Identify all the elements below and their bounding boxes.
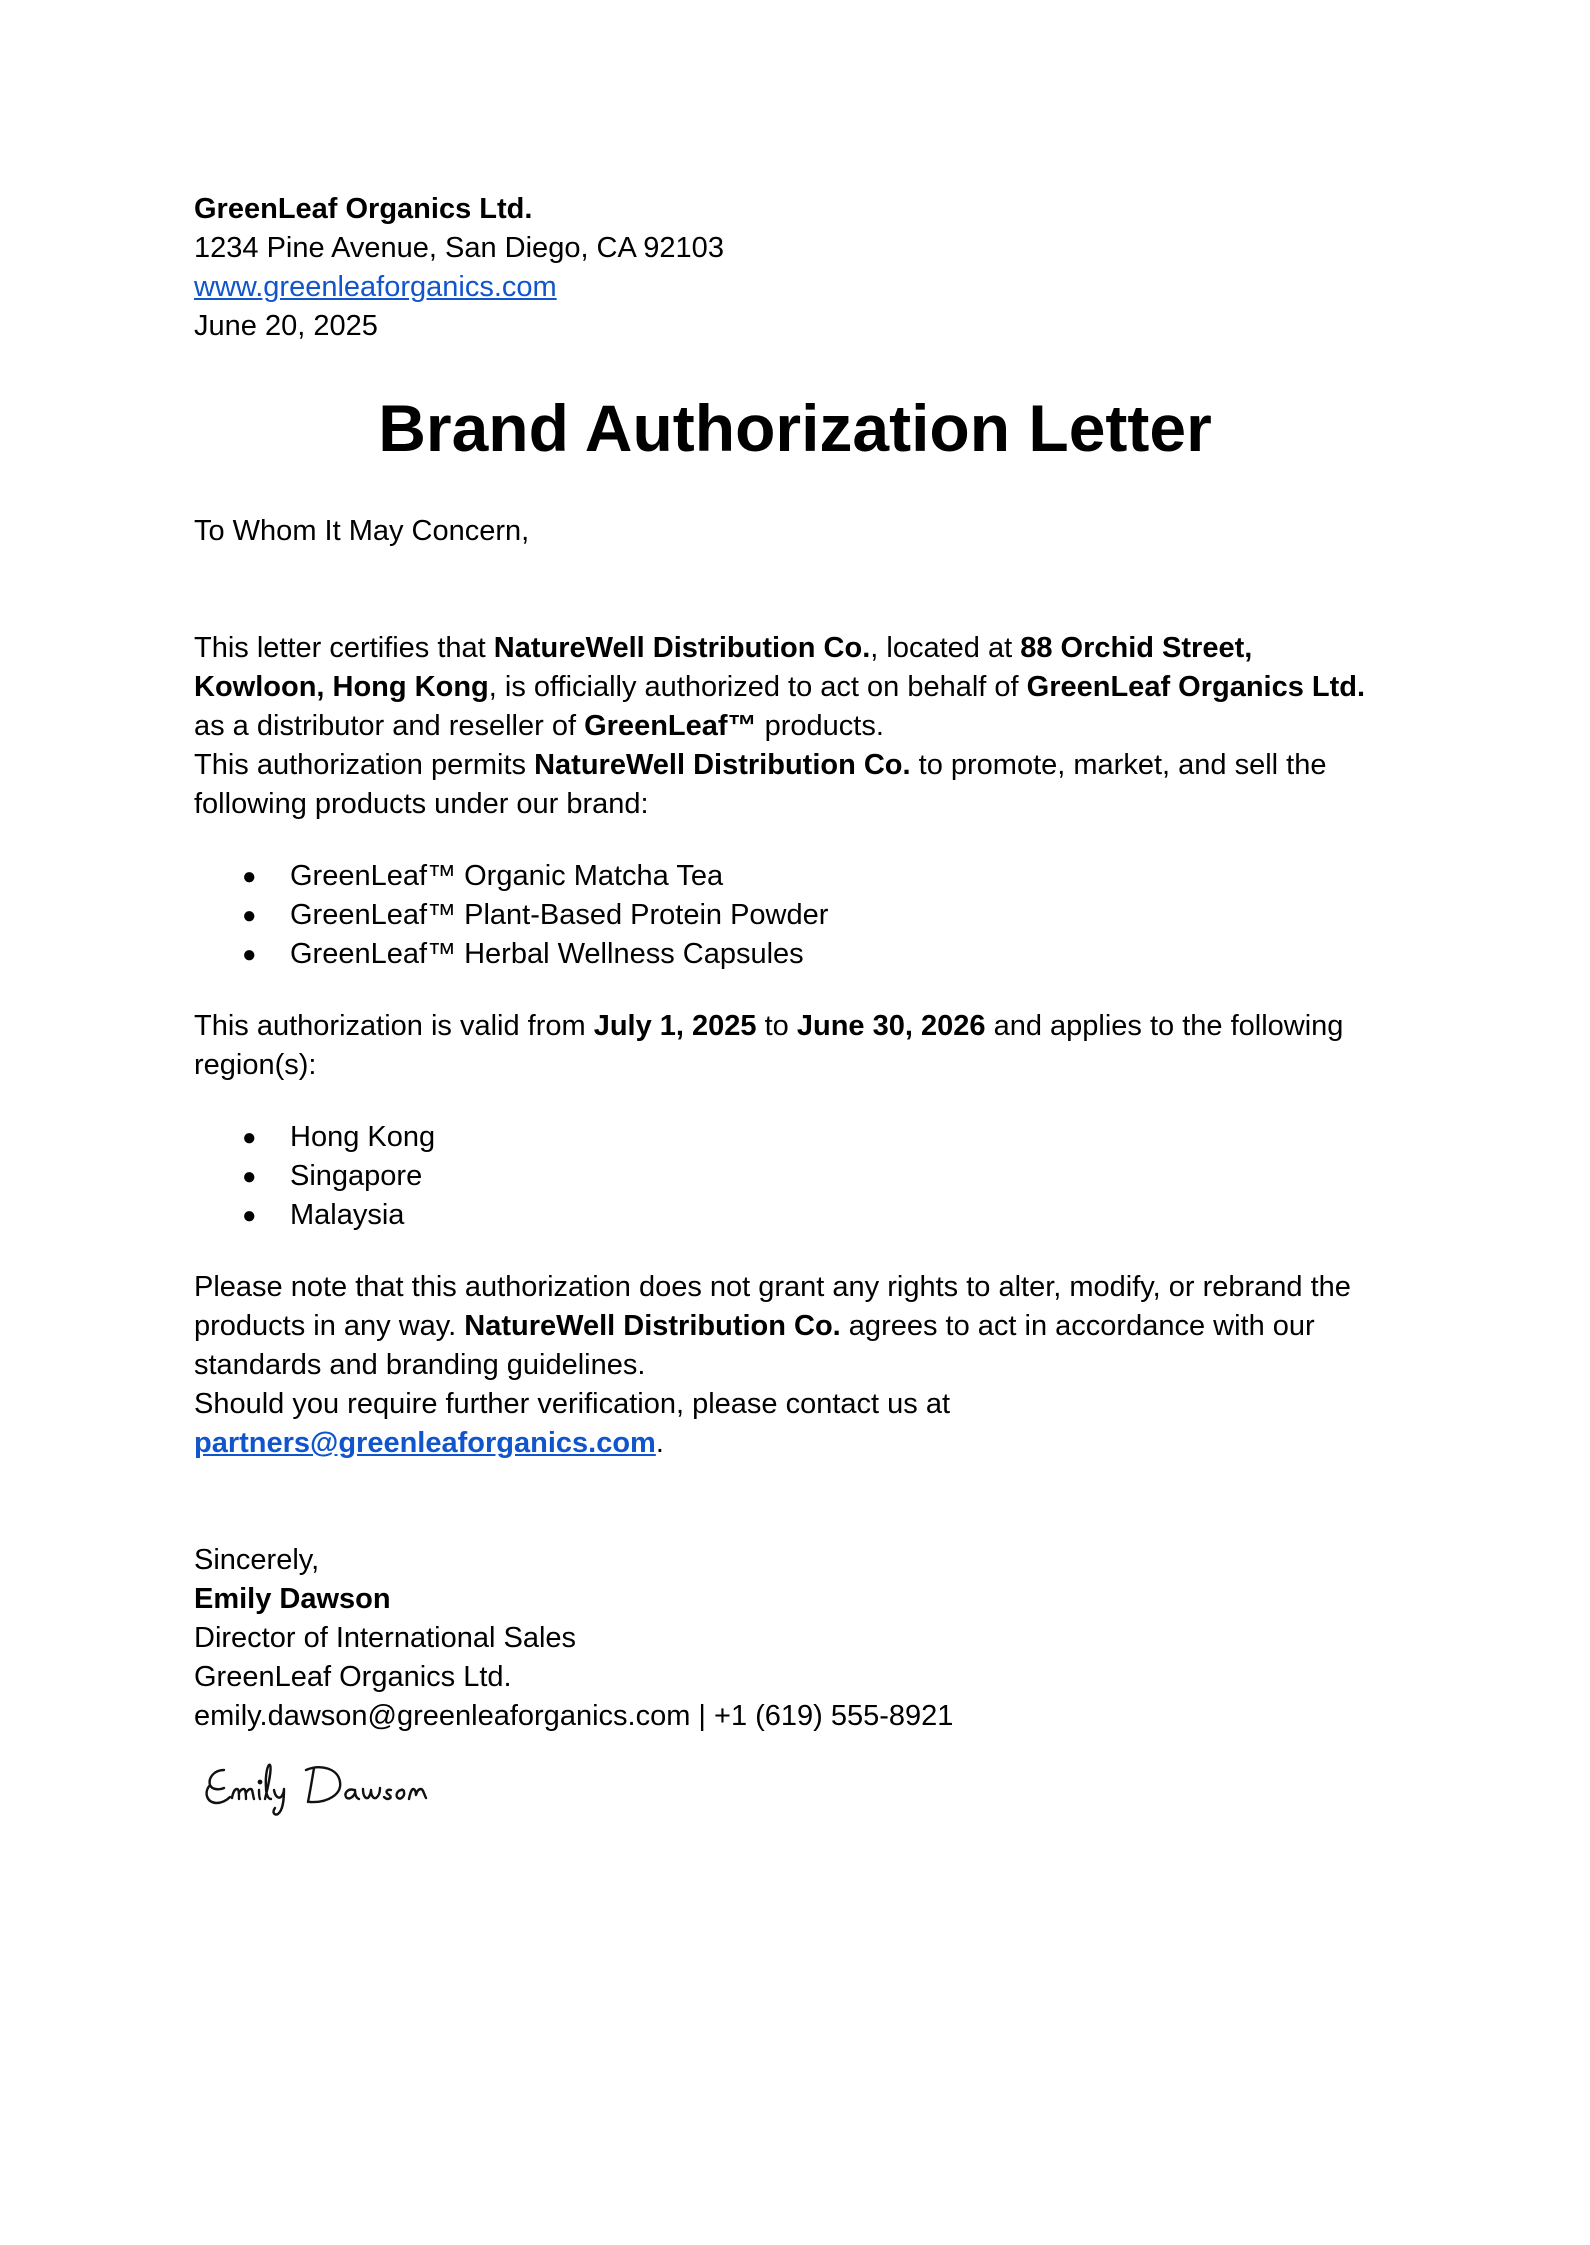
closing-sincerely: Sincerely,: [194, 1544, 320, 1576]
salutation: [194, 512, 1424, 551]
note-text-2: products in any way.: [194, 1310, 465, 1342]
distributor-street: 88 Orchid Street,: [1020, 632, 1253, 664]
bullet-icon: ●: [242, 941, 257, 968]
handwritten-signature: [202, 1752, 502, 1822]
p1-text-4: as a distributor and reseller of: [194, 710, 585, 742]
list-item: ● Singapore: [194, 1157, 1424, 1196]
p1-text-5: products.: [756, 710, 884, 742]
validity-text-2: to: [756, 1010, 797, 1042]
bullet-icon: ●: [242, 1202, 257, 1229]
products-list: [194, 857, 1424, 974]
bullet-icon: ●: [242, 902, 257, 929]
note-text-1: Please note that this authorization does not grant any rights to alter, modify, or rebrand the: [194, 1271, 1351, 1303]
brand-name: GreenLeaf™: [584, 710, 757, 742]
validity-text-1: This authorization is valid from: [194, 1010, 594, 1042]
distributor-city: Kowloon, Hong Kong: [194, 671, 489, 703]
p1-text-8: following products under our brand:: [194, 788, 649, 820]
p1-text-2: , located at: [870, 632, 1021, 664]
partners-email-link[interactable]: partners@greenleaforganics.com: [194, 1427, 656, 1459]
note-text-6: .: [655, 1427, 664, 1459]
signer-name: Emily Dawson: [194, 1583, 391, 1615]
brand-company: GreenLeaf Organics Ltd.: [1026, 671, 1366, 703]
list-item: ● GreenLeaf™ Herbal Wellness Capsules: [194, 935, 1424, 974]
bullet-icon: ●: [242, 863, 257, 890]
p1-text-1: This letter certifies that: [194, 632, 494, 664]
signer-company: GreenLeaf Organics Ltd.: [194, 1661, 512, 1693]
p1-text-3: , is officially authorized to act on behalf of: [488, 671, 1027, 703]
end-date: June 30, 2026: [796, 1010, 986, 1042]
p1-text-6: This authorization permits: [194, 749, 535, 781]
note-text-3: agrees to act in accordance with our: [840, 1310, 1315, 1342]
note-text-5: Should you require further verification, please contact us at: [194, 1388, 951, 1420]
bullet-icon: ●: [242, 1124, 257, 1151]
distributor-name-2: NatureWell Distribution Co.: [534, 749, 911, 781]
p1-text-7: to promote, market, and sell the: [910, 749, 1327, 781]
note-paragraph: [194, 1268, 1424, 1463]
note-text-4: standards and branding guidelines.: [194, 1349, 646, 1381]
certification-paragraph: [194, 629, 1424, 824]
signer-role: Director of International Sales: [194, 1622, 577, 1654]
salutation-text: To Whom It May Concern,: [194, 515, 530, 547]
regions-list: [194, 1118, 1424, 1235]
letterhead: [194, 190, 1404, 346]
company-name: GreenLeaf Organics Ltd.: [194, 193, 533, 225]
list-item: ● Malaysia: [194, 1196, 1424, 1235]
validity-text-3: and applies to the following: [985, 1010, 1344, 1042]
start-date: July 1, 2025: [593, 1010, 757, 1042]
closing-block: [194, 1541, 1424, 1736]
validity-paragraph: [194, 1007, 1424, 1085]
website-link[interactable]: www.greenleaforganics.com: [194, 271, 557, 303]
letter-date: June 20, 2025: [194, 310, 378, 342]
page-title: Brand Authorization Letter: [378, 391, 1212, 465]
distributor-name: NatureWell Distribution Co.: [493, 632, 871, 664]
list-item: ● Hong Kong: [194, 1118, 1424, 1157]
company-address: 1234 Pine Avenue, San Diego, CA 92103: [194, 232, 724, 264]
validity-text-4: region(s):: [194, 1049, 317, 1081]
bullet-icon: ●: [242, 1163, 257, 1190]
signer-contact: emily.dawson@greenleaforganics.com | +1 (619) 555-8921: [194, 1700, 954, 1732]
list-item: ● GreenLeaf™ Plant-Based Protein Powder: [194, 896, 1424, 935]
distributor-name-3: NatureWell Distribution Co.: [464, 1310, 841, 1342]
list-item: ● GreenLeaf™ Organic Matcha Tea: [194, 857, 1424, 896]
